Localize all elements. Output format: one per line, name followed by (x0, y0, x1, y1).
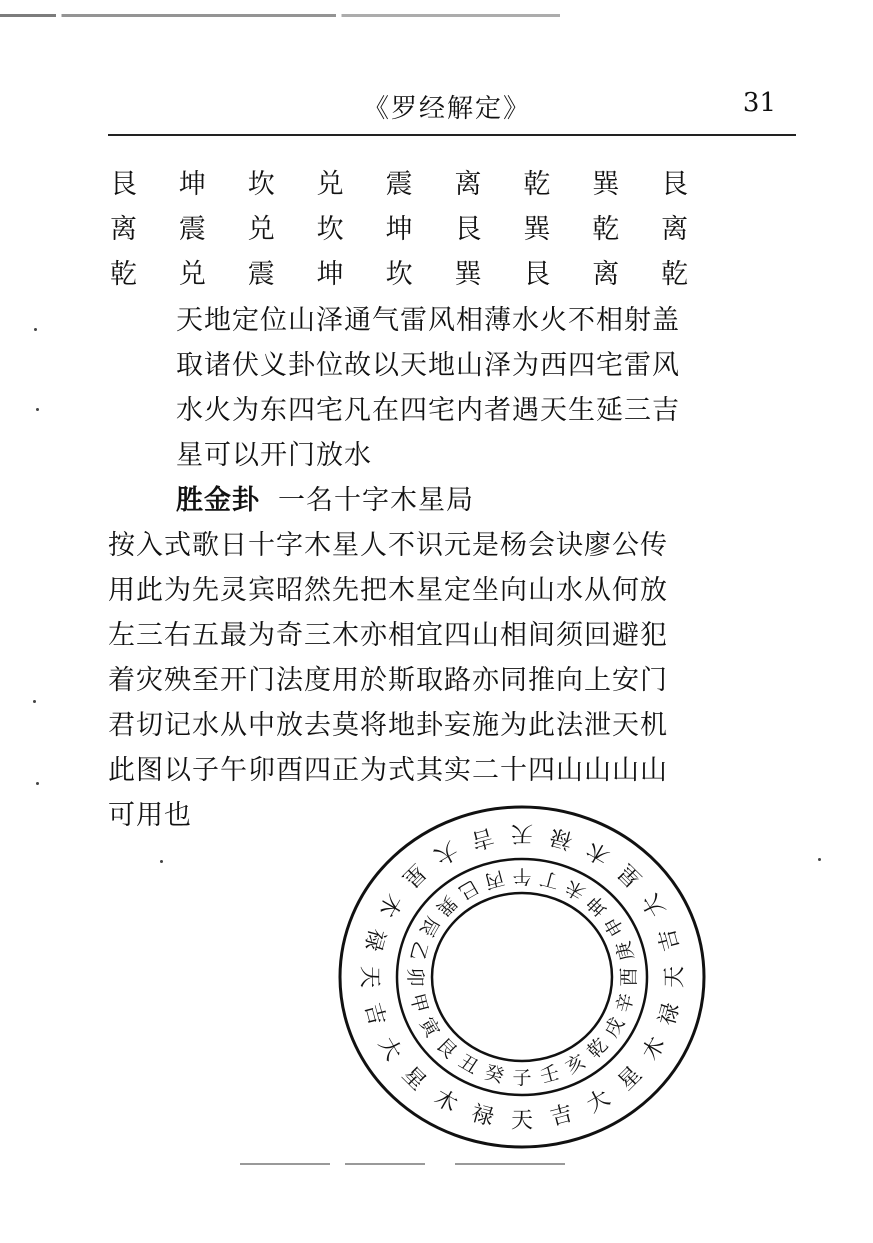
compass-outer-char: 大 (373, 1033, 406, 1065)
compass-outer-char: 大 (638, 889, 671, 921)
compass-outer-char: 星 (613, 858, 647, 892)
trigram: 兑 (247, 214, 275, 245)
compass-inner-char: 巳 (454, 875, 483, 904)
trigram: 坤 (385, 214, 413, 245)
paragraph-song (108, 523, 668, 838)
compass-inner-char: 坤 (583, 891, 613, 921)
compass-outer-char: 星 (397, 1062, 431, 1096)
compass-inner-char: 亥 (561, 1050, 590, 1079)
scan-speck (34, 328, 37, 331)
text-line: 可用也 (108, 800, 192, 831)
scan-speck (36, 782, 39, 785)
scan-artifact-bottom (240, 1163, 330, 1165)
compass-outer-char: 禄 (547, 822, 576, 853)
compass-diagram (336, 803, 708, 1151)
compass-inner-char: 巽 (431, 891, 461, 921)
text-line: 星可以开门放水 (176, 440, 372, 471)
compass-outer-char: 大 (429, 835, 462, 869)
compass-inner-char: 庚 (612, 938, 639, 963)
trigram: 巽 (454, 259, 482, 290)
compass-inner-char: 酉 (618, 967, 640, 987)
scan-speck (818, 858, 821, 861)
compass-inner-char: 艮 (431, 1033, 461, 1063)
text-line: 取诸伏义卦位故以天地山泽为西四宅雷风 (176, 350, 680, 381)
trigram: 坎 (247, 169, 275, 200)
page-header (108, 88, 796, 134)
trigram: 乾 (110, 259, 137, 290)
trigram: 离 (110, 214, 137, 245)
scan-artifact-bottom (345, 1163, 425, 1165)
section-name: 胜金卦 (176, 485, 260, 516)
scan-artifact-top (0, 14, 560, 17)
compass-inner-char: 丑 (454, 1050, 483, 1079)
trigram: 离 (454, 169, 482, 200)
text-line: 君切记水从中放去莫将地卦妄施为此法泄天机 (108, 710, 668, 741)
compass-outer-char: 木 (582, 835, 615, 869)
compass-outer-char: 大 (582, 1085, 615, 1119)
compass-inner-char: 戌 (600, 1013, 629, 1042)
compass-inner-char: 癸 (482, 1061, 507, 1088)
trigram: 震 (178, 214, 206, 245)
text-line: 用此为先灵宾昭然先把木星定坐向山水从何放 (108, 575, 668, 606)
compass-inner-char: 壬 (537, 1061, 562, 1088)
paragraph-trigram-explanation (176, 298, 680, 478)
trigram: 艮 (110, 169, 137, 200)
compass-inner-char: 子 (512, 1067, 532, 1089)
scan-artifact-bottom (455, 1163, 565, 1165)
trigram-row-1 (110, 162, 730, 201)
compass-inner-char: 卯 (404, 967, 426, 987)
scan-speck (36, 408, 39, 411)
book-title: 《罗经解定》 (363, 94, 532, 124)
compass-inner-char: 乙 (405, 938, 432, 963)
trigram-row-2 (110, 207, 730, 246)
trigram: 艮 (661, 169, 689, 200)
compass-outer-char: 吉 (359, 1000, 390, 1029)
compass-inner-char: 辛 (612, 991, 639, 1016)
trigram: 离 (661, 214, 689, 245)
compass-inner-char: 寅 (415, 1013, 444, 1042)
compass-outer-char: 禄 (654, 1000, 685, 1029)
compass-outer-char: 天 (662, 965, 688, 989)
trigram: 艮 (523, 259, 551, 290)
compass-outer-char: 吉 (654, 925, 685, 954)
trigram: 震 (385, 169, 413, 200)
trigram: 坎 (316, 214, 344, 245)
compass-inner-char: 未 (561, 875, 590, 904)
section-subtitle: 一名十字木星局 (278, 485, 474, 516)
compass-outer-char: 木 (373, 889, 406, 921)
compass-inner-char: 丙 (482, 866, 507, 893)
trigram-row-3 (110, 252, 730, 291)
compass-inner-char: 辰 (415, 912, 444, 941)
trigram: 坎 (385, 259, 413, 290)
header-rule (108, 134, 796, 136)
compass-outer-char: 木 (638, 1033, 671, 1065)
compass-outer-char: 星 (613, 1062, 647, 1096)
trigram: 离 (592, 259, 620, 290)
compass-outer-char: 吉 (468, 822, 497, 853)
compass-outer-char: 天 (510, 1108, 534, 1134)
compass-middle-circle (397, 859, 647, 1095)
trigram: 兑 (316, 169, 344, 200)
compass-inner-char: 午 (512, 865, 532, 887)
compass-inner-circle (432, 893, 612, 1061)
text-line: 天地定位山泽通气雷风相薄水火不相射盖 (176, 305, 680, 336)
text-line: 着灾殃至开门法度用於斯取路亦同推向上安门 (108, 665, 668, 696)
trigram: 震 (247, 259, 275, 290)
text-line: 左三右五最为奇三木亦相宜四山相间须回避犯 (108, 620, 668, 651)
section-heading (176, 478, 474, 517)
scan-speck (160, 860, 163, 863)
trigram: 乾 (523, 169, 551, 200)
compass-outer-char: 星 (397, 858, 431, 892)
trigram: 坤 (316, 259, 344, 290)
trigram: 乾 (592, 214, 620, 245)
compass-inner-char: 申 (600, 912, 629, 941)
trigram: 坤 (178, 169, 206, 200)
page-number: 31 (742, 88, 776, 118)
trigram: 巽 (523, 214, 551, 245)
compass-outer-char: 吉 (547, 1101, 576, 1132)
trigram: 乾 (661, 259, 689, 290)
trigram: 巽 (592, 169, 620, 200)
compass-outer-char: 禄 (468, 1101, 497, 1132)
compass-outer-char: 木 (429, 1085, 462, 1119)
compass-inner-char: 甲 (405, 991, 432, 1016)
trigram: 艮 (454, 214, 482, 245)
text-line: 此图以子午卯酉四正为式其实二十四山山山山 (108, 755, 668, 786)
scan-speck (33, 700, 36, 703)
compass-inner-ring (404, 865, 640, 1089)
compass-outer-char: 天 (510, 820, 534, 846)
trigram: 兑 (178, 259, 206, 290)
compass-inner-char: 乾 (583, 1033, 613, 1063)
text-line: 水火为东四宅凡在四宅内者遇天生延三吉 (176, 395, 680, 426)
text-line: 按入式歌日十字木星人不识元是杨会诀廖公传 (108, 530, 668, 561)
compass-inner-char: 丁 (537, 866, 562, 893)
compass-outer-char: 天 (356, 965, 382, 989)
compass-outer-char: 禄 (359, 925, 390, 954)
